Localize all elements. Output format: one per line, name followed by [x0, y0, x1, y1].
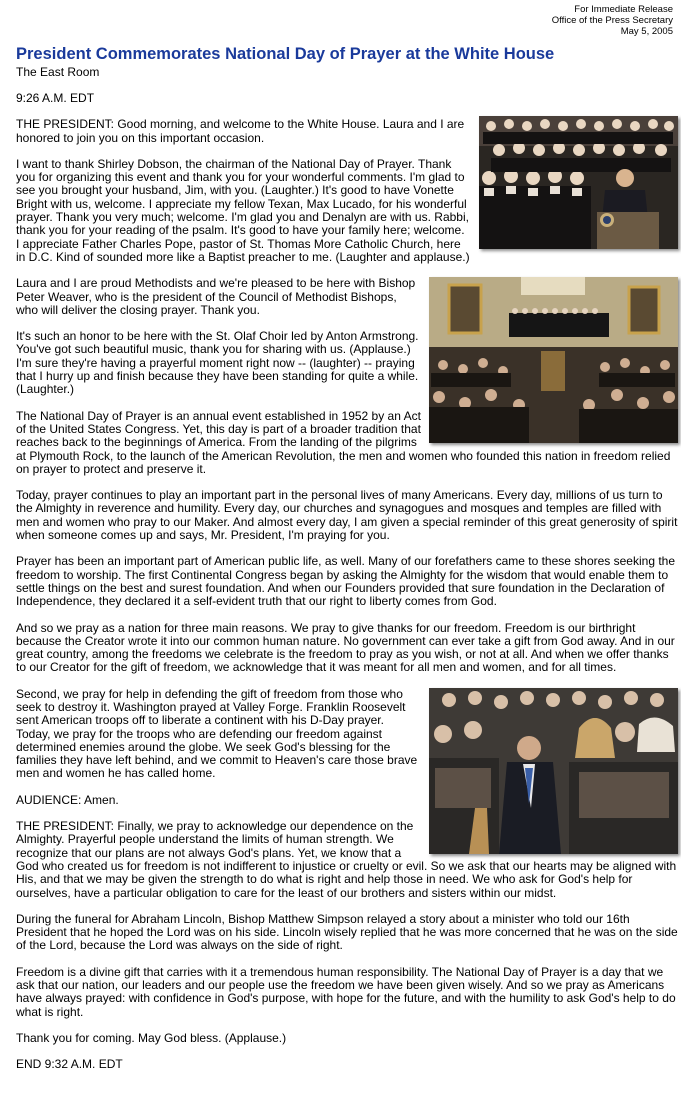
- paragraph-13: Freedom is a divine gift that carries with it a tremendous human responsibility. The National Day of Prayer is a day that we ask that our nation, our leaders and our people use the freedom we have been given wisely. And so we pray as Americans have always prayed: with confidence in God's purpose, with hope for the future, and with the humility to ask God's help to do what is right.: [16, 964, 676, 1019]
- press-office: Office of the Press Secretary: [551, 15, 673, 26]
- paragraph-2: I want to thank Shirley Dobson, the chairman of the National Day of Prayer. Thank you for organizing this event and thank you for your wonderful comments. I'm glad to see you brought your husband, Jim, with you. (Laughter.) It's good to have Vonette Bright with us, welcome. I appreciate my fellow Texan, Max Lucado, for his wonderful prayer. Thank you very much; welcome. I'm glad you and Denalyn are with us. Rabbi, thank you for your reading of the psalm. It's good to have your family here; welcome. I appreciate Father Charles Pope, pastor of St. Thomas More Catholic Church, here in D.C. Kind of sounded more like a Baptist preacher to me. (Laughter and applause.): [16, 156, 470, 264]
- paragraph-3: Laura and I are proud Methodists and we're pleased to be here with Bishop Peter Weaver, who is the president of the Council of Methodist Bishops, who will deliver the closing prayer. Thank you.: [16, 276, 416, 317]
- paragraph-8: And so we pray as a nation for three main reasons. We pray to give thanks for our freedom. Freedom is our birthright because the Creator wrote it into our common human nature. No government can ever take a gift from God away. And in our great country, among the freedoms we celebrate is the freedom to pray as you wish, or not at all. And when we offer thanks to our Creator for the gift of freedom, we acknowledge that it was meant for all men and women, and for all times.: [16, 620, 675, 675]
- paragraph-1: THE PRESIDENT: Good morning, and welcome to the White House. Laura and I are honored to join you on this important occasion.: [16, 117, 465, 145]
- release-date: May 5, 2005: [620, 26, 673, 37]
- release-label: For Immediate Release: [574, 4, 673, 15]
- start-time: 9:26 A.M. EDT: [16, 91, 95, 105]
- release-info: [16, 0, 681, 37]
- end-time: END 9:32 A.M. EDT: [16, 1057, 123, 1072]
- paragraph-9: Second, we pray for help in defending the gift of freedom from those who seek to destroy it. Washington prayed at Valley Forge. Franklin Roosevelt sent American troops off to liberate a continent with his D-Day prayer. Today, we pray for the troops who are defending our freedom against determined enemies around the globe. We seek God's blessing for the families they have left behind, and we commit to Heaven's care those brave men and women he has called home.: [16, 686, 418, 781]
- paragraph-4: It's such an honor to be here with the St. Olaf Choir led by Anton Armstrong. You've got such beautiful music, thank you for sharing with us. (Applause.) I'm sure they're having a prayerful moment right now -- (laughter) -- praying that I hurry up and finish because they have been standing for quite a while. (Laughter.): [16, 329, 419, 397]
- paragraph-14: Thank you for coming. May God bless. (Applause.): [16, 1030, 287, 1045]
- paragraph-12: During the funeral for Abraham Lincoln, Bishop Matthew Simpson relayed a story about a minister who told our 16th President that he hoped the Lord was on his side. Lincoln wisely replied that he was more concerned that he was on the side of the Lord, because the Lord was always on the side of right.: [16, 911, 678, 953]
- photo-president-podium-choir: [479, 116, 678, 249]
- paragraph-7: Prayer has been an important part of American public life, as well. Many of our forefathers came to these shores seeking the freedom to worship. The first Continental Congress began by asking the Almighty for the wisdom that would enable them to settle things on the best and surest foundation. And when our Founders provided that sure foundation in the Declaration of Independence, they declared it a self-evident truth that our right to liberty comes from God.: [16, 554, 676, 609]
- photo-east-room-audience: [429, 277, 678, 443]
- paragraph-5: The National Day of Prayer is an annual event established in 1952 by an Act of the United States Congress. Yet, this day is part of a broader tradition that reaches back to the beginnings of America. From the landing of the pilgrims at Plymouth Rock, to the launch of the American Revolution, the men and women who founded this nation in freedom relied on prayer to protect and preserve it.: [16, 408, 671, 476]
- event-location: The East Room: [16, 65, 100, 79]
- article-title: President Commemorates National Day of Prayer at the White House: [16, 45, 555, 63]
- photo-president-praying: [429, 688, 678, 854]
- paragraph-6: Today, prayer continues to play an important part in the personal lives of many Americans. Every day, millions of us turn to the Almighty in reverence and humility. Every day, our churches and synagogues and mosques and temples are filled with men and women who pray to our Maker. And almost every day, I am given a special reminder of this great generosity of spirit when someone comes up and says, Mr. President, I'm praying for you.: [16, 488, 678, 543]
- paragraph-11: THE PRESIDENT: Finally, we pray to acknowledge our dependence on the Almighty. Prayerful people understand the limits of human strength. We recognize that our plans are not always God's plans. Yet, we know that a God who created us for freedom is not indifferent to injustice or cruelty or evil. So we ask that our hearts may be aligned with His, and that we may be given the strength to do what is right and help those in need. We who ask for God's help for ourselves, have a particular obligation to care for the least of our brothers and sisters within our midst.: [16, 819, 677, 900]
- paragraph-10: AUDIENCE: Amen.: [16, 792, 119, 807]
